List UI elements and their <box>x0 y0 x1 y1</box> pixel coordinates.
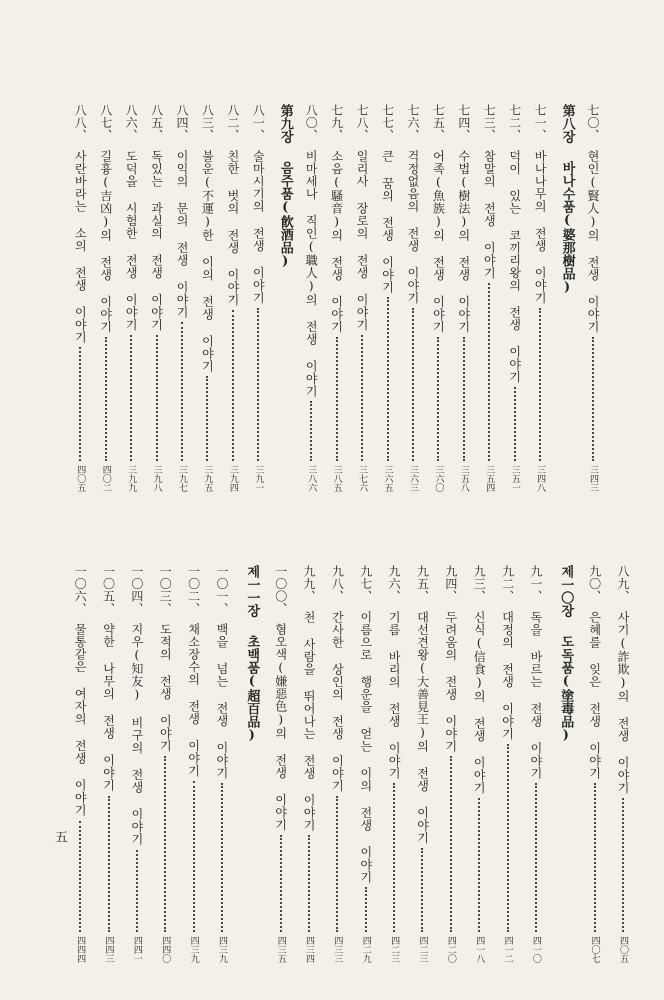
leader-dots <box>221 783 223 932</box>
entry-page-number: 四三九 <box>216 936 227 963</box>
toc-entry <box>354 104 371 492</box>
leader-dots <box>193 781 195 932</box>
toc-entry <box>585 104 602 492</box>
entry-page-number: 三九九 <box>126 465 137 492</box>
entry-page-number: 三九四 <box>227 465 238 492</box>
leader-dots <box>79 347 81 461</box>
entry-number: 八六、 <box>124 104 139 142</box>
entry-page-number: 三九五 <box>202 465 213 492</box>
leader-dots <box>450 756 452 932</box>
entry-title: 일리사 장로의 전생 이야기 <box>355 149 370 331</box>
toc-entry <box>430 104 447 492</box>
entry-page-number: 四四〇 <box>160 936 171 963</box>
toc-entry <box>329 104 346 492</box>
entry-title: 덕이 있는 코끼리왕의 전생 이야기 <box>507 149 522 383</box>
toc-entry <box>443 565 460 963</box>
entry-number: 八八、 <box>73 104 88 142</box>
chapter-title: 바나수품(婆那樹品) <box>559 161 575 295</box>
entry-number: 八二、 <box>225 104 240 142</box>
toc-entry <box>186 565 203 963</box>
entry-title: 이익의 문의 전생 이야기 <box>175 149 189 318</box>
entry-number: 九四、 <box>443 565 458 603</box>
toc-entry <box>481 104 498 492</box>
entry-title: 천 사람을 뛰어나는 전생 이야기 <box>302 610 317 831</box>
toc-entry <box>301 565 318 963</box>
entry-title: 사기(詐欺)의 전생 이야기 <box>616 610 630 794</box>
entry-title: 대선견왕(大善見王)의 전생 이야기 <box>415 610 430 844</box>
chapter-label: 제一〇장 <box>558 565 574 617</box>
entry-page-number: 四四四 <box>75 936 86 963</box>
toc-entry <box>174 104 191 492</box>
leader-dots <box>535 783 537 932</box>
leader-dots <box>310 401 312 461</box>
entry-number: 七七、 <box>380 104 395 142</box>
chapter-label: 제一一장 <box>244 565 260 617</box>
leader-dots <box>387 297 389 461</box>
leader-dots <box>257 308 259 462</box>
leader-dots <box>421 848 423 933</box>
chapter-heading <box>276 104 295 492</box>
entry-page-number: 三六五 <box>382 465 393 492</box>
toc-entry <box>214 565 231 963</box>
leader-dots <box>181 322 183 461</box>
entry-title: 독있는 과실의 전생 이야기 <box>149 149 164 331</box>
toc-entry <box>72 565 89 963</box>
entry-number: 九六、 <box>387 565 402 603</box>
entry-title: 길흉(吉凶)의 전생 이야기 <box>98 149 113 333</box>
leader-dots <box>412 308 414 462</box>
entry-number: 九七、 <box>358 565 373 603</box>
entry-number: 一〇〇、 <box>273 565 288 615</box>
entry-number: 一〇四、 <box>129 565 144 615</box>
toc-entry <box>129 565 146 963</box>
entry-title: 어족(魚族)의 전생 이야기 <box>431 149 446 333</box>
entry-number: 一〇五、 <box>101 565 116 615</box>
entry-number: 一〇六、 <box>73 565 88 615</box>
entry-number: 七〇、 <box>586 104 600 142</box>
chapter-label: 第九장 <box>277 104 293 143</box>
entry-title: 수법(樹法)의 전생 이야기 <box>456 149 471 333</box>
entry-title: 친한 벗의 전생 이야기 <box>225 149 240 306</box>
chapter-heading <box>558 104 577 492</box>
entry-page-number: 三五四 <box>484 465 495 492</box>
entry-title: 혐오색(嫌惡色)의 전생 이야기 <box>273 623 288 831</box>
entry-number: 九〇、 <box>587 565 602 603</box>
entry-number: 九五、 <box>415 565 430 603</box>
leader-dots <box>592 337 594 462</box>
entry-page-number: 四二三 <box>389 936 400 963</box>
leader-dots <box>478 798 480 933</box>
entry-number: 七九、 <box>329 104 344 142</box>
toc-entry <box>528 565 545 963</box>
chapter-title: 초백품(超百品) <box>244 635 260 743</box>
entry-number: 七八、 <box>355 104 370 142</box>
toc-entry <box>507 104 524 492</box>
entry-page-number: 四三五 <box>275 936 286 963</box>
entry-page-number: 四一〇 <box>530 936 541 963</box>
leader-dots <box>393 783 395 932</box>
leader-dots <box>507 744 509 933</box>
leader-dots <box>336 796 338 933</box>
chapter-heading <box>556 565 575 963</box>
entry-number: 七二、 <box>507 104 522 142</box>
chapter-label: 第八장 <box>559 104 575 143</box>
entry-page-number: 三九七 <box>177 465 187 492</box>
entry-page-number: 三九八 <box>151 465 162 492</box>
entry-number: 八九、 <box>616 565 630 603</box>
toc-entry <box>532 104 549 492</box>
entry-page-number: 三五一 <box>509 465 520 492</box>
entry-page-number: 四二〇 <box>445 936 456 963</box>
entry-page-number: 三八六 <box>306 465 317 492</box>
toc-entry <box>358 565 375 963</box>
entry-page-number: 三七六 <box>357 465 368 492</box>
entry-title: 참말의 전생 이야기 <box>482 149 497 279</box>
entry-page-number: 四〇五 <box>618 936 628 963</box>
entry-page-number: 三四三 <box>588 465 598 492</box>
entry-number: 一〇三、 <box>158 565 173 615</box>
toc-entry <box>380 104 397 492</box>
entry-title: 신식(信食)의 전생 이야기 <box>472 610 487 794</box>
entry-number: 七六、 <box>405 104 420 142</box>
leader-dots <box>622 798 624 933</box>
leader-dots <box>463 337 465 462</box>
toc-entry <box>101 565 118 963</box>
leader-dots <box>206 376 208 461</box>
entry-number: 八五、 <box>149 104 164 142</box>
chapter-title: 음주품(飮酒品) <box>277 161 293 269</box>
entry-title: 약한 나무의 전생 이야기 <box>101 623 116 792</box>
entry-title: 지우(知友) 비구의 전생 이야기 <box>129 623 144 846</box>
leader-dots <box>108 796 110 933</box>
toc-entry <box>250 104 267 492</box>
entry-title: 술마시기의 전생 이야기 <box>251 149 266 304</box>
toc-entry <box>615 565 632 963</box>
toc-entry <box>149 104 166 492</box>
entry-title: 큰 꿈의 전생 이야기 <box>380 149 395 293</box>
toc-entry <box>405 104 422 492</box>
entry-number: 七三、 <box>482 104 497 142</box>
entry-title: 채소장수의 전생 이야기 <box>186 623 201 777</box>
entry-page-number: 四一八 <box>474 936 485 963</box>
entry-title: 사란바라는 소의 전생 이야기 <box>73 149 88 343</box>
entry-page-number: 三五八 <box>458 465 469 492</box>
entry-title: 이름으로 행운을 얻는 이의 전생 이야기 <box>358 610 373 883</box>
toc-entry <box>471 565 488 963</box>
toc-entry <box>456 104 473 492</box>
entry-page-number: 四三三 <box>332 936 343 963</box>
leader-dots <box>336 337 338 462</box>
toc-entry <box>123 104 140 492</box>
entry-page-number: 四〇五 <box>75 465 86 492</box>
leader-dots <box>136 850 138 933</box>
toc-bottom-block <box>72 565 632 963</box>
entry-page-number: 四二三 <box>417 936 428 963</box>
entry-title: 물통같은 여자의 전생 이야기 <box>73 623 88 817</box>
entry-page-number: 四一二 <box>502 936 513 963</box>
entry-page-number: 四〇七 <box>589 936 600 963</box>
entry-title: 기름 바리의 전생 이야기 <box>387 610 402 779</box>
entry-title: 두려움의 전생 이야기 <box>443 610 458 752</box>
leader-dots <box>156 335 158 462</box>
entry-number: 九一、 <box>528 565 543 603</box>
entry-title: 소음(騷音)의 전생 이야기 <box>329 149 344 333</box>
leader-dots <box>105 337 107 462</box>
entry-number: 八七、 <box>98 104 113 142</box>
entry-page-number: 四三四 <box>304 936 315 963</box>
entry-page-number: 三六〇 <box>433 465 444 492</box>
leader-dots <box>488 283 490 462</box>
leader-dots <box>365 887 367 932</box>
toc-entry <box>199 104 216 492</box>
leader-dots <box>232 310 234 462</box>
entry-number: 八三、 <box>200 104 215 142</box>
toc-entry <box>72 104 89 492</box>
toc-entry <box>225 104 242 492</box>
chapter-title: 도독품(塗毒品) <box>558 635 574 743</box>
entry-title: 도덕을 시험한 전생 이야기 <box>124 149 139 331</box>
leader-dots <box>130 335 132 462</box>
entry-page-number: 三六三 <box>407 465 418 492</box>
toc-entry <box>273 565 290 963</box>
toc-entry <box>303 104 320 492</box>
entry-number: 八一、 <box>251 104 266 142</box>
entry-title: 걱정없음의 전생 이야기 <box>405 149 420 304</box>
page-number: 五 <box>52 830 67 843</box>
entry-page-number: 三八五 <box>331 465 342 492</box>
entry-number: 九二、 <box>500 565 515 603</box>
entry-title: 비마세나 직인(職人)의 전생 이야기 <box>304 149 319 397</box>
entry-title: 은혜를 잊은 전생 이야기 <box>587 610 602 779</box>
leader-dots <box>164 756 166 932</box>
leader-dots <box>539 308 541 462</box>
entry-title: 백을 넘는 전생 이야기 <box>214 623 229 779</box>
entry-number: 七四、 <box>456 104 471 142</box>
entry-title: 불운(不運)한 이의 전생 이야기 <box>200 149 215 372</box>
entry-page-number: 四三九 <box>188 936 199 963</box>
toc-entry <box>386 565 403 963</box>
entry-page-number: 四〇二 <box>100 465 111 492</box>
toc-entry <box>98 104 115 492</box>
entry-title: 바나나무의 전생 이야기 <box>533 149 548 304</box>
entry-number: 八〇、 <box>304 104 319 142</box>
entry-number: 七五、 <box>431 104 446 142</box>
leader-dots <box>361 335 363 462</box>
toc-entry <box>329 565 346 963</box>
toc-entry <box>414 565 431 963</box>
entry-title: 독을 바르는 전생 이야기 <box>528 610 543 779</box>
toc-top-block <box>72 104 602 492</box>
entry-page-number: 三九一 <box>253 465 264 492</box>
chapter-heading <box>242 565 261 963</box>
entry-number: 一〇一、 <box>214 565 229 615</box>
entry-title: 대정의 전생 이야기 <box>500 610 515 740</box>
entry-number: 九八、 <box>330 565 345 603</box>
leader-dots <box>437 337 439 462</box>
leader-dots <box>280 835 282 932</box>
entry-number: 八四、 <box>175 104 189 142</box>
toc-entry <box>587 565 604 963</box>
entry-number: 七一、 <box>533 104 548 142</box>
entry-number: 一〇二、 <box>186 565 201 615</box>
toc-entry <box>500 565 517 963</box>
entry-title: 현인(賢人)의 전생 이야기 <box>586 149 600 333</box>
entry-number: 九九、 <box>302 565 317 603</box>
toc-entry <box>157 565 174 963</box>
leader-dots <box>514 387 516 462</box>
leader-dots <box>308 835 310 932</box>
entry-number: 九三、 <box>472 565 487 603</box>
leader-dots <box>79 821 81 933</box>
entry-page-number: 四二九 <box>360 936 371 963</box>
entry-page-number: 三四八 <box>535 465 546 492</box>
leader-dots <box>594 783 596 932</box>
entry-page-number: 四四一 <box>131 936 142 963</box>
entry-title: 간사한 상인의 전생 이야기 <box>330 610 345 792</box>
entry-page-number: 四四三 <box>103 936 114 963</box>
entry-title: 도적의 전생 이야기 <box>158 623 173 752</box>
